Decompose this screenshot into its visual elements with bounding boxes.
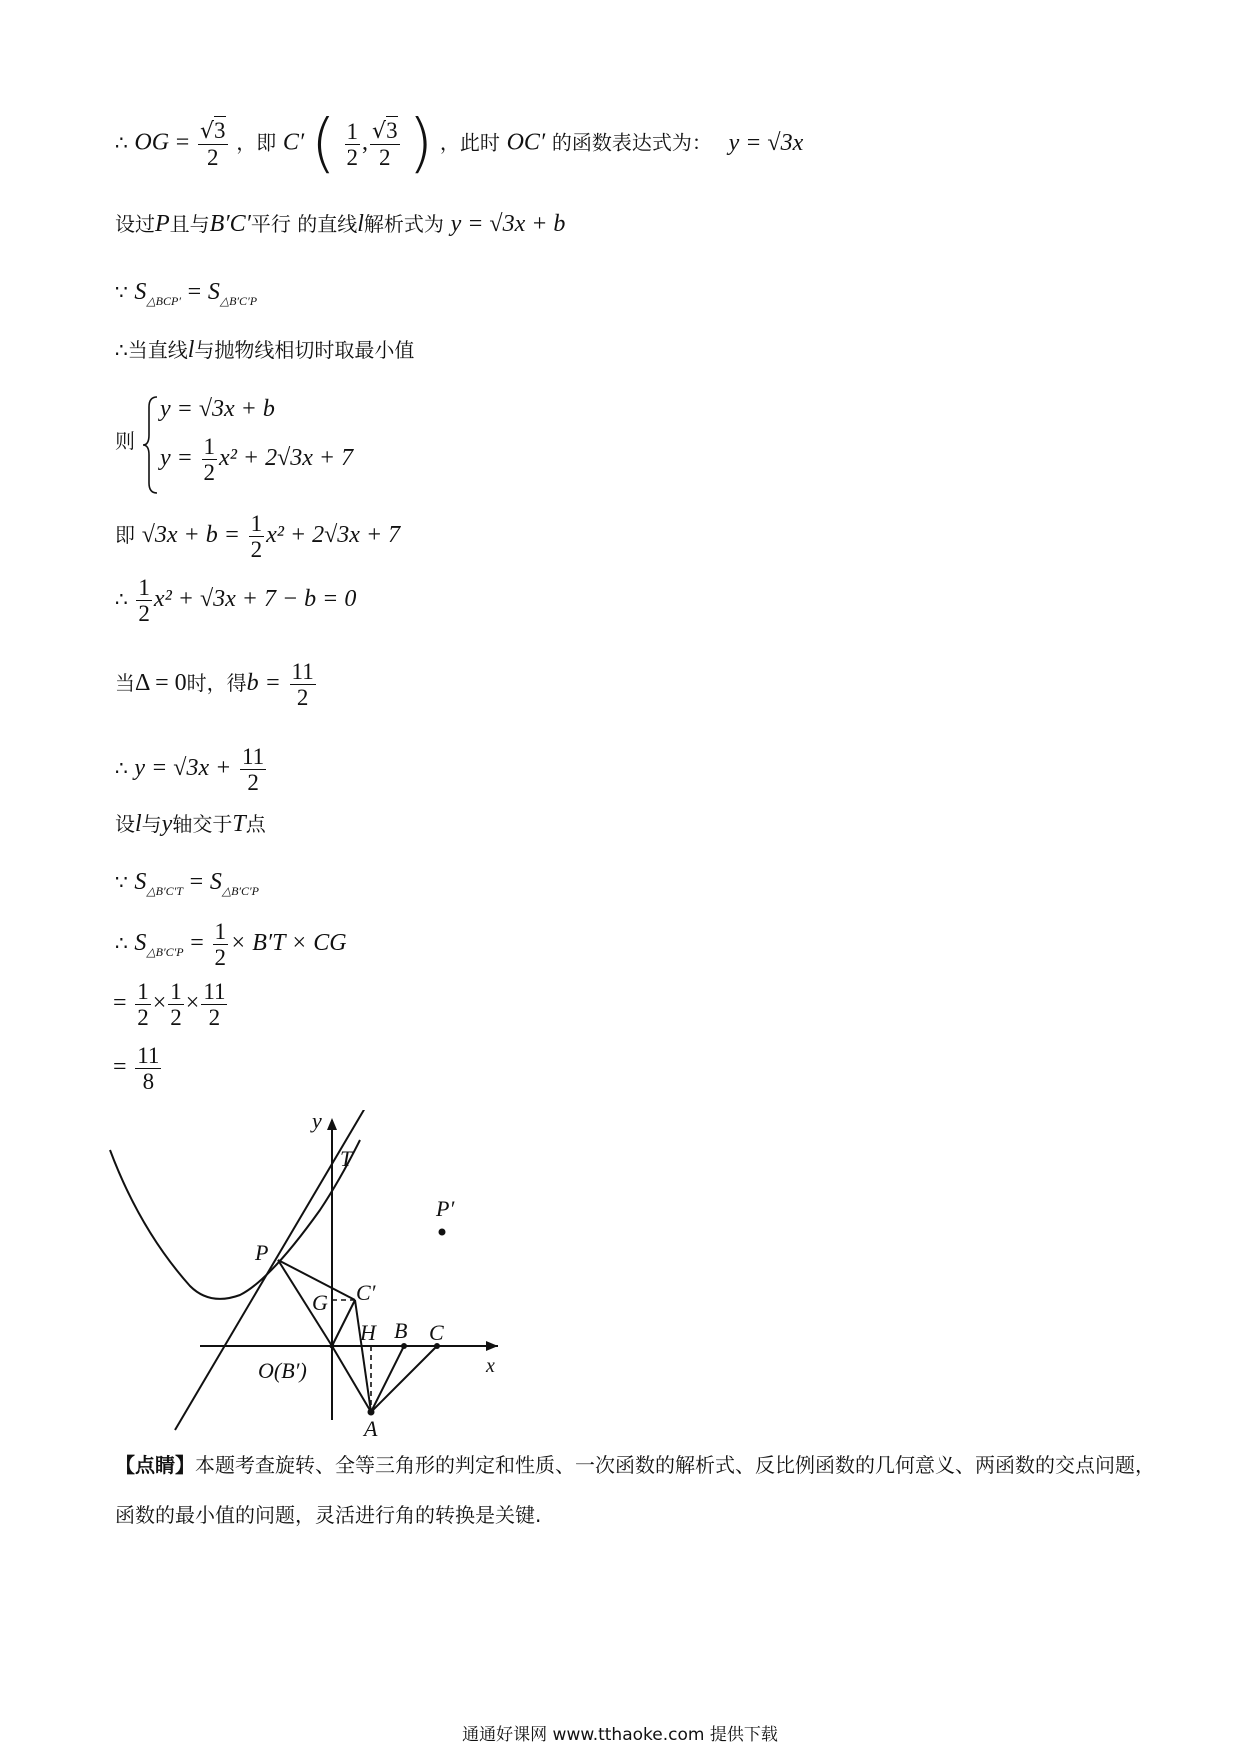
system-eq1: y = √3x + b — [160, 396, 275, 422]
quad-den: 2 — [138, 601, 150, 626]
final-fraction — [135, 1044, 161, 1093]
system-eq2-den: 2 — [203, 460, 216, 485]
og-numerator: 3 — [214, 118, 226, 143]
text-dang: 当 — [115, 671, 135, 695]
product-n3: 11 — [203, 979, 226, 1004]
oc-prime-label: OC′ — [506, 129, 546, 156]
line-product — [113, 980, 229, 1029]
p-label: P — [155, 211, 170, 237]
system-eq2-num: 1 — [203, 434, 216, 459]
line-area-formula — [115, 920, 347, 969]
line-area-equal — [115, 280, 257, 307]
area-symbol-right: S — [207, 279, 220, 305]
eq-num: 1 — [250, 511, 263, 536]
product-n1: 1 — [137, 979, 149, 1004]
because-symbol: ∵ — [115, 280, 128, 304]
segment-cprime-o — [332, 1300, 355, 1346]
equals-sign: = — [113, 990, 127, 1016]
l-label: l — [357, 211, 364, 237]
area-den: 2 — [214, 945, 226, 970]
right-paren: ) — [408, 107, 434, 181]
line-area-equal-2 — [115, 870, 259, 897]
c-y-denominator: 2 — [379, 145, 391, 170]
label-y: y — [312, 1110, 322, 1133]
function-l: y = √3x + b — [450, 211, 566, 237]
equals-sign: = — [190, 930, 204, 956]
function-oc: y = √3x — [728, 129, 804, 156]
area-fraction — [213, 920, 229, 969]
text-qie-yu: 且与 — [169, 212, 210, 236]
t-label: T — [232, 811, 246, 837]
area-sub: △B′C′P — [146, 945, 184, 959]
page-footer — [0, 1720, 1240, 1745]
label-g: G — [312, 1290, 328, 1315]
label-c: C — [429, 1320, 444, 1345]
b-label: b = — [246, 670, 281, 696]
label-b: B — [394, 1318, 408, 1343]
area-right: × B′T × CG — [230, 930, 347, 956]
therefore-symbol: ∴ — [115, 130, 128, 155]
text-when-line: ∴当直线 — [115, 338, 188, 362]
text-tangent: 与抛物线相切时取最小值 — [194, 338, 415, 362]
c-x-fraction — [345, 120, 361, 169]
y-label: y — [161, 811, 173, 837]
final-num: 11 — [137, 1043, 160, 1068]
text-axis-meet: 轴交于 — [172, 812, 233, 836]
left-paren: ( — [310, 107, 336, 181]
label-p: P — [255, 1240, 269, 1265]
area-sub-left: △B′C′T — [146, 884, 183, 898]
equals-sign: = — [187, 279, 202, 305]
c-y-fraction: $\frac{√3}{2}$ — [372, 118, 398, 170]
therefore-symbol: ∴ — [115, 931, 128, 955]
because-symbol: ∵ — [115, 870, 128, 894]
line-line-l-setup — [115, 212, 565, 236]
line-l-result — [115, 745, 268, 794]
l-result-den: 2 — [247, 770, 259, 795]
therefore-symbol: ∴ — [115, 756, 128, 780]
l-result-fraction — [240, 745, 266, 794]
note-text: 本题考查旋转、全等三角形的判定和性质、一次函数的解析式、反比例函数的几何意义、两函数的交点问题，函数的最小值的问题，灵活进行角的转换是关键. — [115, 1453, 1155, 1527]
eq-left: √3x + b = — [141, 522, 240, 548]
y-axis-arrow-icon — [327, 1118, 337, 1130]
text-ji: 即 — [115, 523, 135, 547]
product-frac-3 — [201, 980, 227, 1029]
l-result-num: 11 — [241, 744, 265, 769]
brace-icon — [141, 395, 161, 495]
label-o: O(B′) — [258, 1358, 307, 1383]
point-p-prime — [439, 1229, 446, 1236]
text-ze: 则 — [115, 429, 135, 453]
product-n2: 1 — [170, 979, 182, 1004]
l-label: l — [187, 337, 195, 363]
segment-a-c — [371, 1346, 437, 1412]
text-ji: ，即 — [236, 130, 277, 155]
segment-o-a — [332, 1346, 371, 1412]
equals-sign: = — [189, 869, 204, 895]
line-og-value — [115, 107, 804, 181]
area-symbol-left: S — [134, 279, 147, 305]
product-frac-2 — [168, 980, 184, 1029]
system-eq2-left: y = — [160, 445, 193, 471]
label-c-prime: C′ — [356, 1280, 376, 1305]
line-tangent-min — [115, 338, 414, 362]
product-d1: 2 — [137, 1005, 149, 1030]
line-final-result — [113, 1044, 163, 1093]
area-sub-left: △BCP′ — [146, 294, 181, 308]
area-sub-right: △B′C′P — [221, 884, 259, 898]
label-h: H — [360, 1320, 376, 1345]
quad-right: x² + √3x + 7 − b = 0 — [153, 586, 357, 612]
final-den: 8 — [142, 1069, 155, 1094]
eq-fraction — [249, 512, 265, 561]
times-sign: × — [152, 990, 167, 1016]
product-d3: 2 — [208, 1005, 221, 1030]
label-t: T — [340, 1146, 353, 1171]
area-symbol-right: S — [209, 869, 222, 895]
key-point-note — [115, 1440, 1155, 1540]
line-quadratic — [115, 576, 356, 625]
point-o — [330, 1344, 335, 1349]
text-parallel: 平行 的直线 — [250, 212, 358, 236]
l-label: l — [135, 811, 142, 837]
times-sign: × — [185, 990, 200, 1016]
segment-cprime-a — [355, 1300, 371, 1412]
l-result-left: y = √3x + — [134, 755, 232, 781]
quad-num: 1 — [138, 575, 150, 600]
text-analytic: 解析式为 — [363, 212, 444, 236]
c-y-numerator: 3 — [386, 118, 398, 143]
point-b — [401, 1343, 407, 1349]
text-she: 设 — [115, 812, 135, 836]
area-symbol-left: S — [134, 869, 147, 895]
c-x-numerator: 1 — [346, 118, 359, 144]
x-axis-arrow-icon — [486, 1341, 498, 1351]
equals-sign: = — [175, 129, 190, 156]
parabola-curve — [110, 1140, 360, 1299]
text-yu: 与 — [141, 812, 162, 836]
b-num: 11 — [291, 659, 314, 684]
og-denominator: 2 — [207, 145, 219, 170]
text-she-guo: 设过 — [115, 212, 155, 236]
bc-prime-label: B′C′ — [209, 211, 251, 237]
line-discriminant — [115, 660, 318, 709]
quad-fraction — [136, 576, 152, 625]
comma: , — [362, 129, 369, 156]
og-fraction: $\frac{√3}{2}$ — [200, 118, 226, 170]
delta-expr: Δ = 0 — [135, 670, 187, 696]
therefore-symbol: ∴ — [115, 587, 128, 611]
line-t-point — [115, 812, 266, 836]
label-p-prime: P′ — [436, 1196, 455, 1221]
note-tag: 【点睛】 — [115, 1453, 195, 1477]
text-dian: 点 — [245, 812, 266, 836]
text-de: 时，得 — [186, 671, 247, 695]
line-ji-equation — [115, 512, 400, 561]
geometry-figure — [100, 1110, 520, 1440]
text-function-expression: 的函数表达式为： — [551, 130, 712, 155]
b-fraction — [290, 660, 316, 709]
area-num: 1 — [214, 919, 226, 944]
og-label: OG — [134, 129, 170, 156]
label-a: A — [364, 1416, 378, 1440]
c-prime-label: C′ — [282, 129, 305, 156]
eq-den: 2 — [250, 537, 263, 562]
eq-right: x² + 2√3x + 7 — [266, 522, 401, 548]
label-x: x — [486, 1355, 495, 1377]
text-cishi: ，此时 — [439, 130, 500, 155]
system-eq2-fraction — [202, 435, 218, 484]
footer-text: 通通好课网 www.tthaoke.com 提供下载 — [462, 1725, 778, 1745]
equals-sign: = — [113, 1054, 127, 1080]
point-a — [368, 1409, 375, 1416]
system-eq2-right: x² + 2√3x + 7 — [219, 445, 354, 471]
area-symbol: S — [134, 930, 147, 956]
area-sub-right: △B′C′P — [219, 294, 258, 308]
product-d2: 2 — [170, 1005, 182, 1030]
product-frac-1 — [135, 980, 151, 1029]
system-eq2 — [160, 435, 353, 484]
c-x-denominator: 2 — [346, 144, 359, 170]
segment-a-b — [371, 1346, 404, 1412]
b-den: 2 — [296, 685, 309, 710]
